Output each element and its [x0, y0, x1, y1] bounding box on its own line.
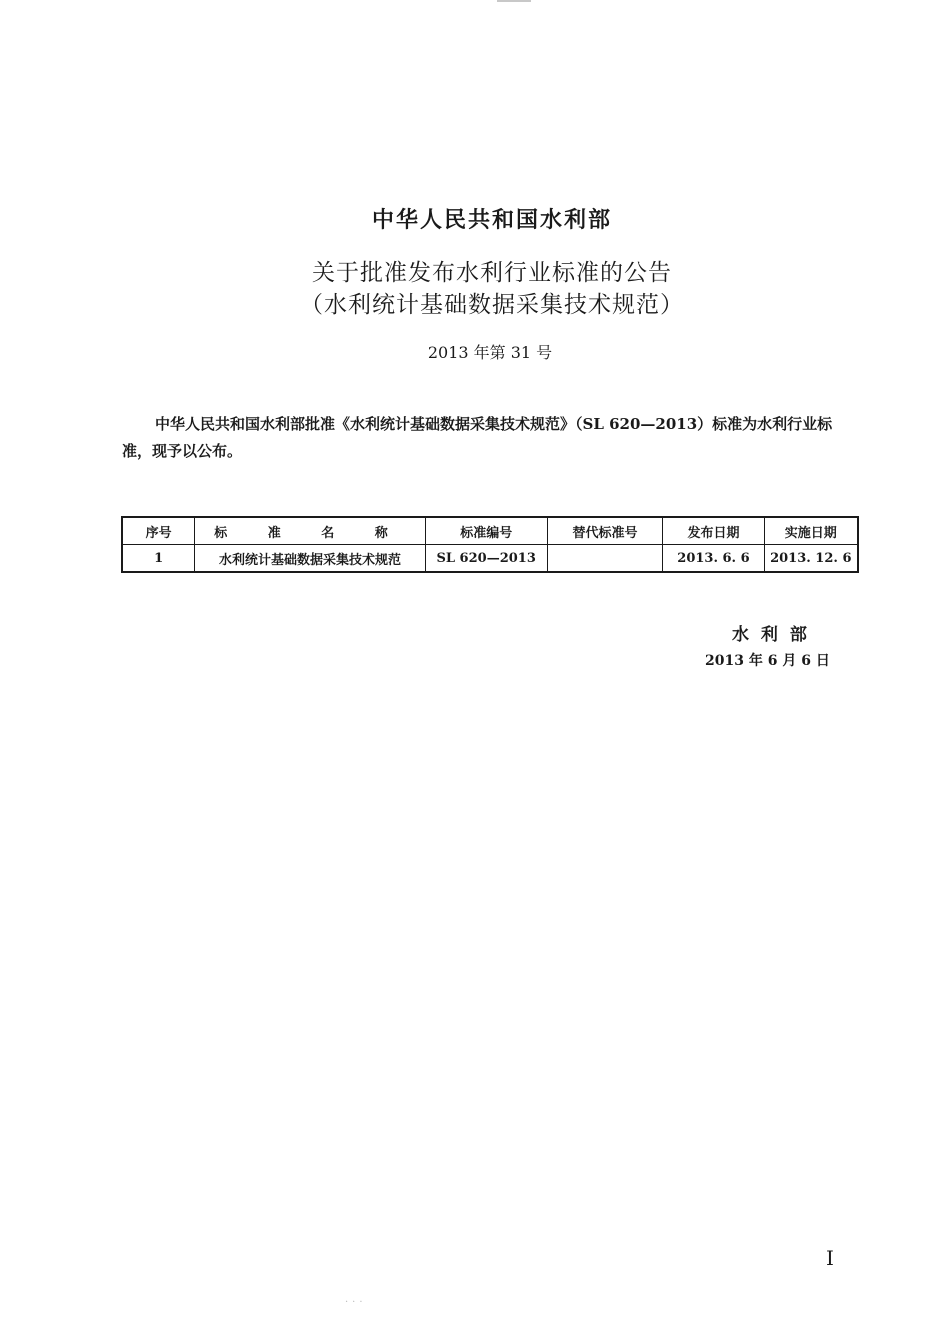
announcement-subtitle: （水利统计基础数据采集技术规范）: [300, 292, 684, 318]
announcement-body: 中华人民共和国水利部批准《水利统计基础数据采集技术规范》（SL 620—2013）标准为水利行业标准，现予以公布。: [122, 415, 833, 460]
issue-date: 2013 年 6 月 6 日: [705, 653, 830, 669]
cell-replaced-code: [547, 545, 663, 573]
header-replaced-code: 替代标准号: [547, 517, 663, 545]
page-number: I: [826, 1246, 834, 1270]
standards-table: [121, 516, 859, 573]
table-row: [122, 545, 858, 573]
header-publish-date: 发布日期: [663, 517, 764, 545]
header-seq: 序号: [122, 517, 195, 545]
scan-artifact-dots: ···: [345, 1297, 367, 1308]
cell-seq: 1: [122, 545, 195, 573]
cell-standard-code: SL 620—2013: [425, 545, 547, 573]
cell-implement-date: 2013. 12. 6: [764, 545, 858, 573]
header-standard-code: 标准编号: [425, 517, 547, 545]
header-standard-name: 标 准 名 称: [195, 517, 425, 545]
cell-standard-name: 水利统计基础数据采集技术规范: [195, 545, 425, 573]
scan-artifact-line: [497, 0, 531, 2]
ministry-heading: 中华人民共和国水利部: [371, 207, 612, 233]
announcement-title: 关于批准发布水利行业标准的公告: [312, 260, 672, 286]
table-header-row: [122, 517, 858, 545]
header-implement-date: 实施日期: [764, 517, 858, 545]
announcement-number: 2013 年第 31 号: [427, 343, 553, 362]
cell-publish-date: 2013. 6. 6: [663, 545, 764, 573]
issuer-signature: 水 利 部: [732, 625, 810, 645]
